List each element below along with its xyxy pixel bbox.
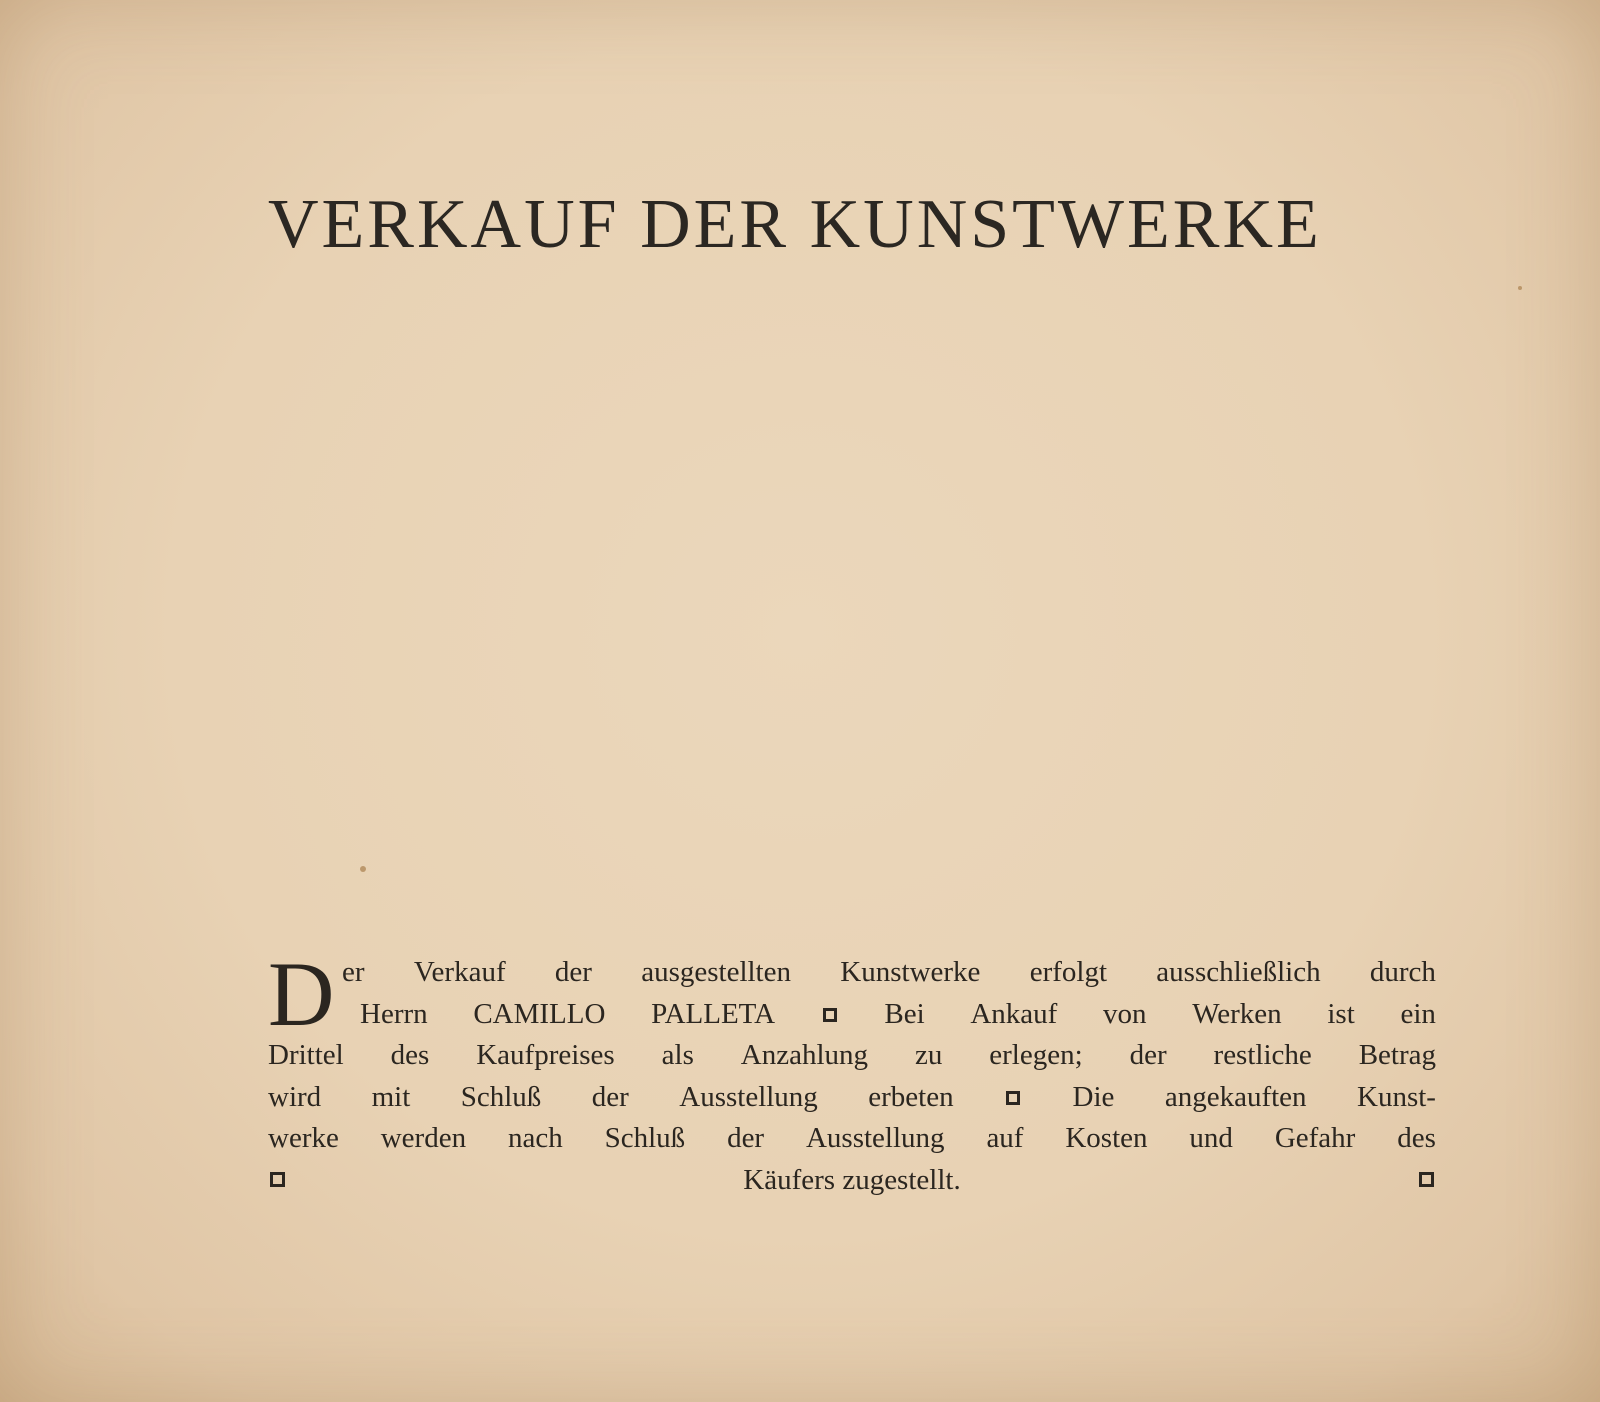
notice-word: Kunst-: [1357, 1080, 1436, 1113]
notice-word: erbeten: [868, 1080, 954, 1113]
notice-word: Bei: [884, 997, 925, 1030]
notice-word: werden: [380, 1122, 467, 1154]
notice-line: [268, 1035, 1436, 1077]
notice-word: restliche: [1213, 1039, 1312, 1071]
notice-word: Schluß: [460, 1080, 542, 1113]
notice-word: Betrag: [1358, 1039, 1436, 1071]
notice-word: auf: [986, 1122, 1024, 1154]
notice-word: der: [727, 1122, 765, 1154]
square-ornament-icon: [1419, 1172, 1434, 1187]
notice-word: Ausstellung: [805, 1122, 945, 1154]
notice-closing-text: Käufers zugestellt.: [743, 1163, 961, 1196]
notice-word: ein: [1400, 997, 1436, 1030]
notice-word: Drittel: [268, 1039, 344, 1071]
notice-line: [268, 1118, 1436, 1160]
notice-word: der: [591, 1080, 629, 1113]
page-title: VERKAUF DER KUNSTWERKE: [268, 186, 1322, 263]
notice-word: PALLETA: [651, 997, 776, 1030]
drop-cap: D: [268, 943, 335, 1045]
square-ornament-icon: [1006, 1091, 1020, 1105]
square-ornament-icon: [823, 1008, 837, 1022]
notice-word: der: [1129, 1039, 1167, 1071]
notice-word: Werken: [1192, 997, 1282, 1030]
sales-notice: [268, 943, 1436, 1201]
notice-word: und: [1189, 1122, 1233, 1154]
notice-line: [268, 952, 1436, 994]
notice-word: er: [342, 956, 365, 988]
notice-word: Kosten: [1065, 1122, 1148, 1154]
notice-word: von: [1103, 997, 1147, 1030]
notice-closing-line: [268, 1160, 1436, 1202]
notice-line: [268, 1077, 1436, 1119]
notice-word: Schluß: [604, 1122, 686, 1154]
notice-word: des: [390, 1039, 430, 1071]
notice-word: angekauften: [1164, 1080, 1307, 1113]
notice-word: durch: [1369, 956, 1436, 988]
notice-word: ist: [1327, 997, 1355, 1030]
notice-line: [268, 994, 1436, 1036]
notice-word: Ankauf: [970, 997, 1058, 1030]
notice-word: erlegen;: [989, 1039, 1083, 1071]
notice-word: Kaufpreises: [476, 1039, 615, 1071]
notice-word: zu: [914, 1039, 943, 1071]
notice-word: ausgestellten: [641, 956, 791, 988]
notice-word: ausschließlich: [1156, 956, 1321, 988]
notice-word: CAMILLO: [473, 997, 606, 1030]
notice-word: Verkauf: [413, 956, 506, 988]
paper-speck: [1518, 286, 1522, 290]
notice-word: des: [1397, 1122, 1436, 1154]
notice-word: als: [661, 1039, 694, 1071]
notice-word: Kunstwerke: [840, 956, 981, 988]
notice-word: Anzahlung: [740, 1039, 869, 1071]
notice-word: wird: [268, 1080, 322, 1113]
notice-word: erfolgt: [1029, 956, 1108, 988]
paper-speck: [360, 866, 366, 872]
notice-word: Herrn: [360, 997, 428, 1030]
notice-word: Die: [1072, 1080, 1115, 1113]
notice-word: nach: [507, 1122, 563, 1154]
notice-word: mit: [371, 1080, 411, 1113]
square-ornament-icon: [270, 1172, 285, 1187]
notice-word: Ausstellung: [679, 1080, 818, 1113]
notice-word: werke: [268, 1122, 339, 1154]
notice-word: Gefahr: [1274, 1122, 1356, 1154]
notice-word: der: [554, 956, 592, 988]
